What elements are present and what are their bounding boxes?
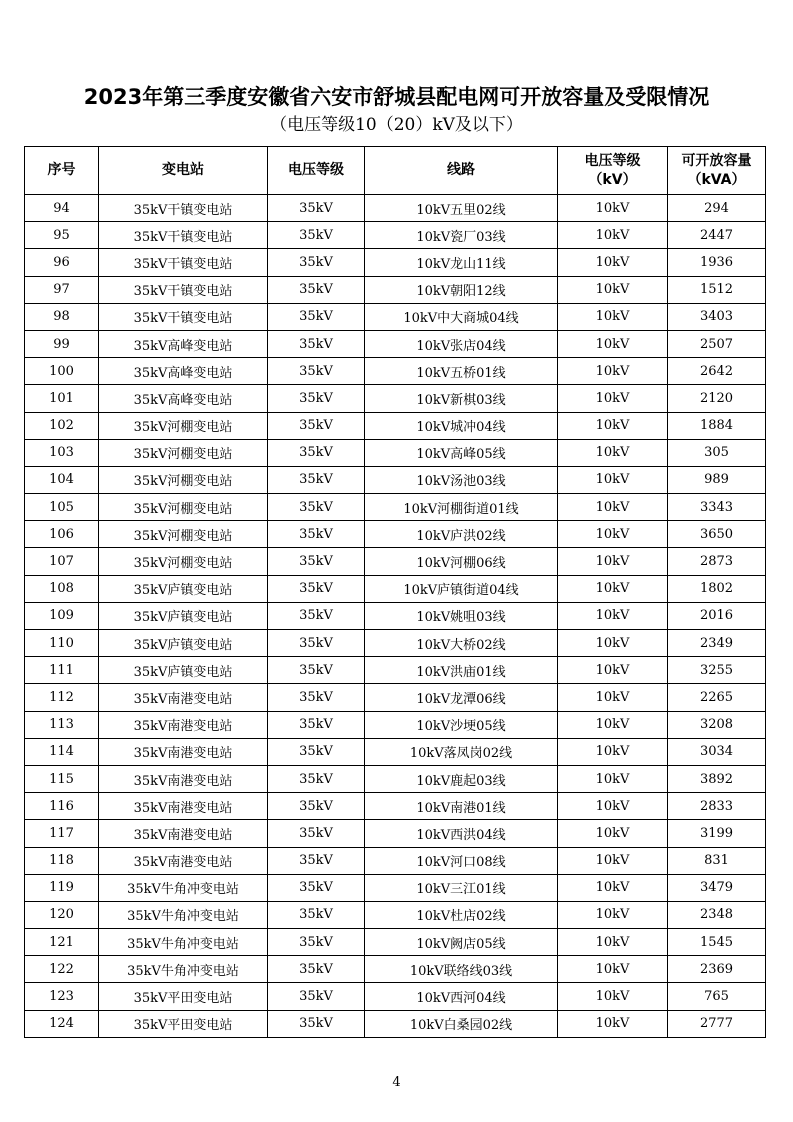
cell-line: 10kV汤池03线 bbox=[365, 466, 558, 493]
cell-line: 10kV瓷厂03线 bbox=[365, 222, 558, 249]
cell-line-voltage: 10kV bbox=[558, 657, 668, 684]
cell-voltage-level: 35kV bbox=[268, 901, 365, 928]
cell-line-voltage: 10kV bbox=[558, 222, 668, 249]
cell-capacity: 3650 bbox=[668, 521, 766, 548]
cell-index: 103 bbox=[25, 439, 99, 466]
cell-capacity: 2120 bbox=[668, 385, 766, 412]
cell-substation: 35kV高峰变电站 bbox=[99, 330, 268, 357]
document-subtitle: （电压等级10（20）kV及以下） bbox=[270, 115, 523, 135]
cell-capacity: 3199 bbox=[668, 820, 766, 847]
cell-voltage-level: 35kV bbox=[268, 385, 365, 412]
table-row bbox=[25, 901, 766, 928]
cell-capacity: 2777 bbox=[668, 1010, 766, 1037]
table-row bbox=[25, 630, 766, 657]
cell-voltage-level: 35kV bbox=[268, 1010, 365, 1037]
cell-line-voltage: 10kV bbox=[558, 575, 668, 602]
cell-line-voltage: 10kV bbox=[558, 956, 668, 983]
cell-voltage-level: 35kV bbox=[268, 548, 365, 575]
table-row bbox=[25, 548, 766, 575]
cell-index: 104 bbox=[25, 466, 99, 493]
cell-capacity: 294 bbox=[668, 195, 766, 222]
cell-index: 115 bbox=[25, 765, 99, 792]
cell-substation: 35kV南港变电站 bbox=[99, 793, 268, 820]
cell-index: 122 bbox=[25, 956, 99, 983]
cell-line-voltage: 10kV bbox=[558, 793, 668, 820]
header-line-voltage-label: 电压等级 bbox=[584, 152, 641, 169]
cell-index: 113 bbox=[25, 711, 99, 738]
cell-line: 10kV新棋03线 bbox=[365, 385, 558, 412]
header-row bbox=[25, 147, 766, 195]
cell-capacity: 3479 bbox=[668, 874, 766, 901]
cell-line: 10kV西河04线 bbox=[365, 983, 558, 1010]
header-substation: 变电站 bbox=[99, 147, 268, 195]
header-capacity bbox=[668, 147, 766, 195]
cell-index: 105 bbox=[25, 494, 99, 521]
cell-line: 10kV南港01线 bbox=[365, 793, 558, 820]
cell-voltage-level: 35kV bbox=[268, 929, 365, 956]
cell-substation: 35kV牛角冲变电站 bbox=[99, 901, 268, 928]
cell-voltage-level: 35kV bbox=[268, 657, 365, 684]
cell-voltage-level: 35kV bbox=[268, 303, 365, 330]
table-row bbox=[25, 820, 766, 847]
cell-voltage-level: 35kV bbox=[268, 874, 365, 901]
cell-capacity: 2265 bbox=[668, 684, 766, 711]
cell-line-voltage: 10kV bbox=[558, 711, 668, 738]
cell-index: 117 bbox=[25, 820, 99, 847]
cell-line: 10kV落凤岗02线 bbox=[365, 738, 558, 765]
cell-substation: 35kV南港变电站 bbox=[99, 765, 268, 792]
cell-voltage-level: 35kV bbox=[268, 521, 365, 548]
cell-substation: 35kV干镇变电站 bbox=[99, 222, 268, 249]
cell-index: 101 bbox=[25, 385, 99, 412]
cell-line-voltage: 10kV bbox=[558, 901, 668, 928]
cell-index: 120 bbox=[25, 901, 99, 928]
cell-line-voltage: 10kV bbox=[558, 195, 668, 222]
cell-index: 99 bbox=[25, 330, 99, 357]
cell-capacity: 1545 bbox=[668, 929, 766, 956]
cell-voltage-level: 35kV bbox=[268, 222, 365, 249]
cell-line: 10kV庐镇街道04线 bbox=[365, 575, 558, 602]
table-row bbox=[25, 793, 766, 820]
table-row bbox=[25, 684, 766, 711]
cell-substation: 35kV干镇变电站 bbox=[99, 195, 268, 222]
cell-capacity: 1884 bbox=[668, 412, 766, 439]
cell-line: 10kV张店04线 bbox=[365, 330, 558, 357]
header-capacity-label: 可开放容量 bbox=[681, 152, 752, 169]
cell-line: 10kV大桥02线 bbox=[365, 630, 558, 657]
table-header bbox=[25, 147, 766, 195]
table-row bbox=[25, 412, 766, 439]
cell-line-voltage: 10kV bbox=[558, 412, 668, 439]
cell-index: 124 bbox=[25, 1010, 99, 1037]
table-row bbox=[25, 439, 766, 466]
cell-index: 95 bbox=[25, 222, 99, 249]
cell-capacity: 2507 bbox=[668, 330, 766, 357]
cell-substation: 35kV河棚变电站 bbox=[99, 439, 268, 466]
cell-voltage-level: 35kV bbox=[268, 575, 365, 602]
cell-voltage-level: 35kV bbox=[268, 439, 365, 466]
cell-line: 10kV五里02线 bbox=[365, 195, 558, 222]
table-row bbox=[25, 983, 766, 1010]
cell-line-voltage: 10kV bbox=[558, 738, 668, 765]
cell-line: 10kV三江01线 bbox=[365, 874, 558, 901]
cell-line-voltage: 10kV bbox=[558, 684, 668, 711]
cell-line-voltage: 10kV bbox=[558, 765, 668, 792]
header-line-voltage bbox=[558, 147, 668, 195]
cell-substation: 35kV牛角冲变电站 bbox=[99, 874, 268, 901]
cell-capacity: 1936 bbox=[668, 249, 766, 276]
cell-substation: 35kV庐镇变电站 bbox=[99, 657, 268, 684]
cell-line: 10kV联络线03线 bbox=[365, 956, 558, 983]
cell-capacity: 3403 bbox=[668, 303, 766, 330]
cell-line: 10kV河棚街道01线 bbox=[365, 494, 558, 521]
cell-line-voltage: 10kV bbox=[558, 929, 668, 956]
cell-line: 10kV白桑园02线 bbox=[365, 1010, 558, 1037]
cell-line-voltage: 10kV bbox=[558, 439, 668, 466]
cell-capacity: 2348 bbox=[668, 901, 766, 928]
cell-index: 106 bbox=[25, 521, 99, 548]
cell-line-voltage: 10kV bbox=[558, 303, 668, 330]
cell-index: 102 bbox=[25, 412, 99, 439]
table-body bbox=[25, 195, 766, 1038]
cell-capacity: 305 bbox=[668, 439, 766, 466]
cell-capacity: 2369 bbox=[668, 956, 766, 983]
cell-line-voltage: 10kV bbox=[558, 1010, 668, 1037]
cell-voltage-level: 35kV bbox=[268, 330, 365, 357]
cell-index: 121 bbox=[25, 929, 99, 956]
cell-line-voltage: 10kV bbox=[558, 494, 668, 521]
cell-substation: 35kV河棚变电站 bbox=[99, 521, 268, 548]
header-index: 序号 bbox=[25, 147, 99, 195]
cell-index: 98 bbox=[25, 303, 99, 330]
cell-voltage-level: 35kV bbox=[268, 711, 365, 738]
cell-substation: 35kV河棚变电站 bbox=[99, 548, 268, 575]
cell-index: 110 bbox=[25, 630, 99, 657]
cell-line: 10kV鹿起03线 bbox=[365, 765, 558, 792]
table-row bbox=[25, 575, 766, 602]
cell-voltage-level: 35kV bbox=[268, 494, 365, 521]
cell-index: 96 bbox=[25, 249, 99, 276]
cell-capacity: 3034 bbox=[668, 738, 766, 765]
cell-line-voltage: 10kV bbox=[558, 276, 668, 303]
table-row bbox=[25, 765, 766, 792]
cell-capacity: 3892 bbox=[668, 765, 766, 792]
header-capacity-unit: （kVA） bbox=[687, 171, 746, 188]
cell-substation: 35kV南港变电站 bbox=[99, 847, 268, 874]
cell-line-voltage: 10kV bbox=[558, 602, 668, 629]
cell-substation: 35kV牛角冲变电站 bbox=[99, 956, 268, 983]
cell-voltage-level: 35kV bbox=[268, 738, 365, 765]
cell-substation: 35kV南港变电站 bbox=[99, 711, 268, 738]
cell-capacity: 989 bbox=[668, 466, 766, 493]
cell-voltage-level: 35kV bbox=[268, 765, 365, 792]
table-row bbox=[25, 847, 766, 874]
cell-index: 118 bbox=[25, 847, 99, 874]
header-line-voltage-unit: （kV） bbox=[588, 171, 637, 188]
cell-substation: 35kV高峰变电站 bbox=[99, 385, 268, 412]
cell-index: 119 bbox=[25, 874, 99, 901]
cell-voltage-level: 35kV bbox=[268, 820, 365, 847]
cell-substation: 35kV干镇变电站 bbox=[99, 276, 268, 303]
cell-capacity: 3343 bbox=[668, 494, 766, 521]
cell-index: 114 bbox=[25, 738, 99, 765]
cell-line: 10kV五桥01线 bbox=[365, 358, 558, 385]
cell-capacity: 3208 bbox=[668, 711, 766, 738]
cell-capacity: 765 bbox=[668, 983, 766, 1010]
cell-voltage-level: 35kV bbox=[268, 793, 365, 820]
cell-index: 107 bbox=[25, 548, 99, 575]
cell-voltage-level: 35kV bbox=[268, 956, 365, 983]
cell-line: 10kV高峰05线 bbox=[365, 439, 558, 466]
cell-index: 111 bbox=[25, 657, 99, 684]
table-row bbox=[25, 358, 766, 385]
cell-voltage-level: 35kV bbox=[268, 602, 365, 629]
cell-substation: 35kV河棚变电站 bbox=[99, 412, 268, 439]
table-row bbox=[25, 657, 766, 684]
cell-index: 94 bbox=[25, 195, 99, 222]
cell-line: 10kV朝阳12线 bbox=[365, 276, 558, 303]
cell-voltage-level: 35kV bbox=[268, 276, 365, 303]
cell-line-voltage: 10kV bbox=[558, 358, 668, 385]
table-row bbox=[25, 494, 766, 521]
cell-line: 10kV阙店05线 bbox=[365, 929, 558, 956]
document-title: 2023年第三季度安徽省六安市舒城县配电网可开放容量及受限情况 bbox=[83, 85, 710, 109]
cell-index: 97 bbox=[25, 276, 99, 303]
cell-line: 10kV龙潭06线 bbox=[365, 684, 558, 711]
cell-capacity: 831 bbox=[668, 847, 766, 874]
table-row bbox=[25, 330, 766, 357]
cell-index: 116 bbox=[25, 793, 99, 820]
cell-line: 10kV河棚06线 bbox=[365, 548, 558, 575]
cell-voltage-level: 35kV bbox=[268, 847, 365, 874]
cell-line: 10kV庐洪02线 bbox=[365, 521, 558, 548]
cell-substation: 35kV干镇变电站 bbox=[99, 249, 268, 276]
cell-voltage-level: 35kV bbox=[268, 684, 365, 711]
cell-line: 10kV洪庙01线 bbox=[365, 657, 558, 684]
table-row bbox=[25, 874, 766, 901]
capacity-table bbox=[24, 146, 766, 1038]
table-row bbox=[25, 738, 766, 765]
cell-voltage-level: 35kV bbox=[268, 983, 365, 1010]
cell-line-voltage: 10kV bbox=[558, 330, 668, 357]
cell-substation: 35kV牛角冲变电站 bbox=[99, 929, 268, 956]
cell-substation: 35kV河棚变电站 bbox=[99, 466, 268, 493]
table-row bbox=[25, 249, 766, 276]
cell-line-voltage: 10kV bbox=[558, 548, 668, 575]
table-row bbox=[25, 195, 766, 222]
table-row bbox=[25, 602, 766, 629]
cell-voltage-level: 35kV bbox=[268, 466, 365, 493]
cell-index: 123 bbox=[25, 983, 99, 1010]
header-voltage-level: 电压等级 bbox=[268, 147, 365, 195]
cell-line-voltage: 10kV bbox=[558, 466, 668, 493]
cell-capacity: 2349 bbox=[668, 630, 766, 657]
cell-line: 10kV城冲04线 bbox=[365, 412, 558, 439]
page-number: 4 bbox=[392, 1075, 401, 1090]
cell-capacity: 2873 bbox=[668, 548, 766, 575]
cell-index: 112 bbox=[25, 684, 99, 711]
cell-line: 10kV龙山11线 bbox=[365, 249, 558, 276]
cell-line: 10kV中大商城04线 bbox=[365, 303, 558, 330]
cell-voltage-level: 35kV bbox=[268, 630, 365, 657]
cell-capacity: 2016 bbox=[668, 602, 766, 629]
cell-voltage-level: 35kV bbox=[268, 195, 365, 222]
header-line: 线路 bbox=[365, 147, 558, 195]
cell-line: 10kV姚咀03线 bbox=[365, 602, 558, 629]
table-row bbox=[25, 711, 766, 738]
cell-substation: 35kV南港变电站 bbox=[99, 684, 268, 711]
cell-line-voltage: 10kV bbox=[558, 249, 668, 276]
cell-voltage-level: 35kV bbox=[268, 358, 365, 385]
cell-capacity: 3255 bbox=[668, 657, 766, 684]
table-row bbox=[25, 385, 766, 412]
cell-substation: 35kV南港变电站 bbox=[99, 820, 268, 847]
cell-substation: 35kV南港变电站 bbox=[99, 738, 268, 765]
table-row bbox=[25, 929, 766, 956]
cell-index: 100 bbox=[25, 358, 99, 385]
cell-line-voltage: 10kV bbox=[558, 385, 668, 412]
cell-substation: 35kV干镇变电站 bbox=[99, 303, 268, 330]
cell-line: 10kV西洪04线 bbox=[365, 820, 558, 847]
cell-line: 10kV沙埂05线 bbox=[365, 711, 558, 738]
cell-line-voltage: 10kV bbox=[558, 847, 668, 874]
cell-substation: 35kV河棚变电站 bbox=[99, 494, 268, 521]
cell-capacity: 2447 bbox=[668, 222, 766, 249]
cell-capacity: 1802 bbox=[668, 575, 766, 602]
cell-line-voltage: 10kV bbox=[558, 521, 668, 548]
table-row bbox=[25, 956, 766, 983]
cell-voltage-level: 35kV bbox=[268, 249, 365, 276]
cell-line-voltage: 10kV bbox=[558, 874, 668, 901]
cell-index: 108 bbox=[25, 575, 99, 602]
table-row bbox=[25, 222, 766, 249]
cell-substation: 35kV高峰变电站 bbox=[99, 358, 268, 385]
cell-capacity: 1512 bbox=[668, 276, 766, 303]
table-row bbox=[25, 466, 766, 493]
table-row bbox=[25, 521, 766, 548]
cell-substation: 35kV庐镇变电站 bbox=[99, 630, 268, 657]
cell-line-voltage: 10kV bbox=[558, 630, 668, 657]
cell-line-voltage: 10kV bbox=[558, 983, 668, 1010]
cell-substation: 35kV庐镇变电站 bbox=[99, 602, 268, 629]
cell-capacity: 2642 bbox=[668, 358, 766, 385]
table-row bbox=[25, 303, 766, 330]
table-row bbox=[25, 1010, 766, 1037]
cell-line-voltage: 10kV bbox=[558, 820, 668, 847]
cell-capacity: 2833 bbox=[668, 793, 766, 820]
cell-index: 109 bbox=[25, 602, 99, 629]
cell-substation: 35kV庐镇变电站 bbox=[99, 575, 268, 602]
table-row bbox=[25, 276, 766, 303]
cell-line: 10kV河口08线 bbox=[365, 847, 558, 874]
cell-substation: 35kV平田变电站 bbox=[99, 1010, 268, 1037]
cell-line: 10kV杜店02线 bbox=[365, 901, 558, 928]
cell-substation: 35kV平田变电站 bbox=[99, 983, 268, 1010]
cell-voltage-level: 35kV bbox=[268, 412, 365, 439]
